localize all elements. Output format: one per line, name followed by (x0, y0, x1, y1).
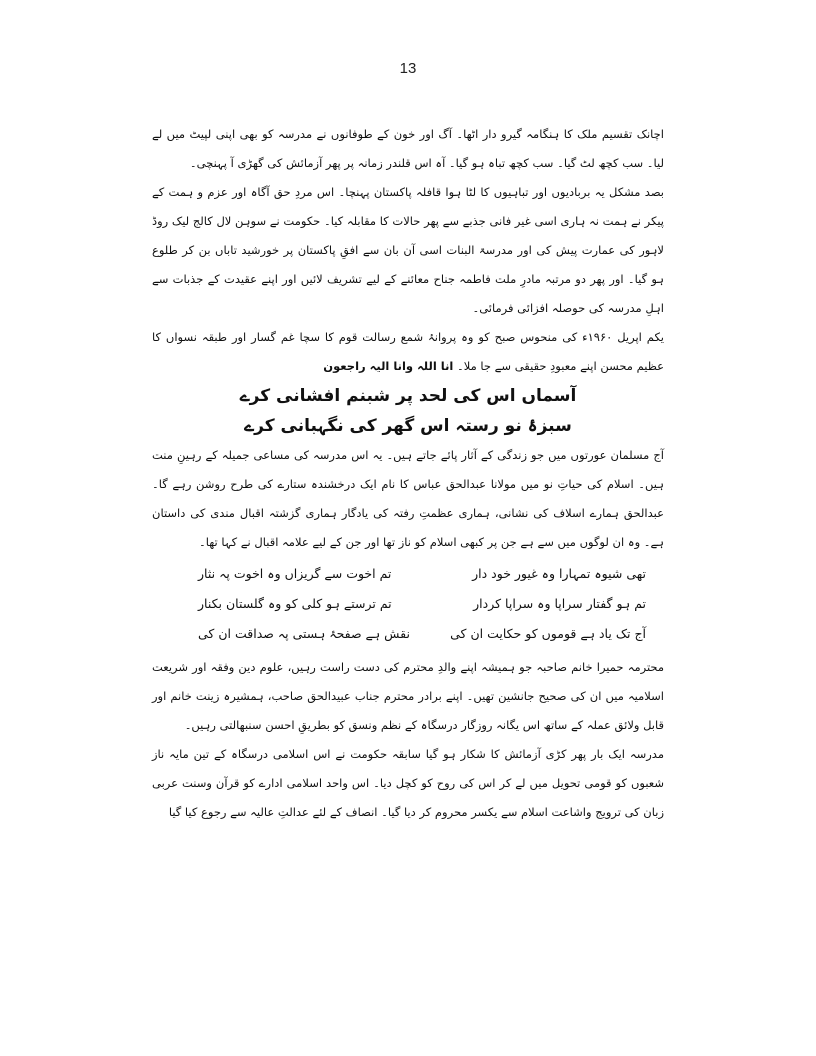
paragraph-migration: بصد مشکل یہ بربادیوں اور تباہیوں کا لٹا ہوا قافلہ پاکستان پہنچا۔ اس مردِ حق آگاہ اور عزم و ہمت کے پیکر نے ہمت نہ ہاری اسی غیر فانی جذبے سے پھر حالات کا مقابلہ کیا۔ حکومت نے سوہن لال کالج لیک روڈ لاہور کی عمارت پیش کی اور مدرسۃ البنات اسی آن بان سے افقِ پاکستان پر خورشید تاباں بن کر طلوع ہو گیا۔ اور پھر دو مرتبہ مادرِ ملت فاطمہ جناح معائنے کے لیے تشریف لائیں اور اپنے عقیدت کے جذبات سے اہلِ مدرسہ کی حوصلہ افزائی فرمائی۔ (152, 185, 664, 315)
verse-row (152, 589, 664, 619)
paragraph-nationalization: مدرسہ ایک بار پھر کڑی آزمائش کا شکار ہو گیا سابقہ حکومت نے اس اسلامی درسگاہ کے تین مایہ ناز شعبوں کو قومی تحویل میں لے کر اس کی روح کو کچل دیا۔ اس واحد اسلامی ادارے کو قرآن وسنت عربی زبان کی ترویج واشاعت اسلام سے یکسر محروم کر دیا گیا۔ انصاف کے لئے عدالتِ عالیہ سے رجوع کیا گیا (152, 747, 664, 819)
paragraph-demise (152, 323, 664, 381)
document-body (152, 120, 664, 827)
iqbal-verses (152, 559, 664, 649)
page-number: 13 (399, 60, 417, 77)
verse-row (152, 619, 664, 649)
verse-hemistich: تم ہو گفتار سراپا وہ سراپا کردار (473, 596, 646, 611)
verse-hemistich: تم اخوت سے گریزاں وہ اخوت پہ نثار (198, 566, 392, 581)
condolence-phrase: انا اللہ وانا الیہ راجعون (323, 359, 454, 373)
verse-hemistich: تم ترستے ہو کلی کو وہ گلستان بکنار (198, 596, 392, 611)
paragraph-successor: محترمہ حمیرا خانم صاحبہ جو ہمیشہ اپنے والدِ محترم کی دست راست رہیں، علوم دین وفقہ اور شریعت اسلامیہ میں ان کی صحیح جانشین تھیں۔ اپنے برادر محترم جناب عبیدالحق صاحب، ہمشیرہ زینت خانم اور قابل ولائق عملہ کے ساتھ اس یگانہ روزگار درسگاہ کے نظم ونسق کو بطریقِ احسن سنبھالتی رہیں۔ (152, 660, 664, 732)
elegy-couplet-line-2: سبزۂ نو رستہ اس گھر کی نگہبانی کرے (244, 416, 572, 436)
demise-text: یکم اپریل ۱۹۶۰ء کی منحوس صبح کو وہ پروانۂ شمع رسالت قوم کا سچا غم گسار اور طبقہ نسواں کا عظیم محسن اپنے معبودِ حقیقی سے جا ملا۔ (152, 330, 664, 373)
verse-hemistich: نقش ہے صفحۂ ہستی پہ صداقت ان کی (198, 626, 410, 641)
paragraph-legacy: آج مسلمان عورتوں میں جو زندگی کے آثار پائے جاتے ہیں۔ یہ اس مدرسہ کی مساعی جمیلہ کے رہینِ منت ہیں۔ اسلام کی حیاتِ نو میں مولانا عبدالحق عباس کا نام ایک درخشندہ ستارے کی طرح روشن رہے گا۔ عبدالحق ہمارے اسلاف کی نشانی، ہماری عظمتِ رفتہ کی یادگار ہماری گزشتہ اقبال مندی کی داستان ہے۔ وہ ان لوگوں میں سے ہے جن پر کبھی اسلام کو ناز تھا اور جن کے لیے علامہ اقبال نے کہا تھا۔ (152, 448, 664, 549)
elegy-couplet-line-1: آسماں اس کی لحد پر شبنم افشانی کرے (239, 386, 577, 406)
verse-hemistich: آج تک یاد ہے قوموں کو حکایت ان کی (450, 626, 646, 641)
verse-row (152, 559, 664, 589)
paragraph-partition: اچانک تقسیم ملک کا ہنگامہ گیرو دار اٹھا۔ آگ اور خون کے طوفانوں نے مدرسہ کو بھی اپنی لپیٹ میں لے لیا۔ سب کچھ لٹ گیا۔ سب کچھ تباہ ہو گیا۔ آہ اس قلندر زمانہ پر پھر آزمائش کی گھڑی آ پہنچی۔ (152, 127, 664, 170)
verse-hemistich: تھی شیوہ تمہارا وہ غیور خود دار (472, 566, 646, 581)
